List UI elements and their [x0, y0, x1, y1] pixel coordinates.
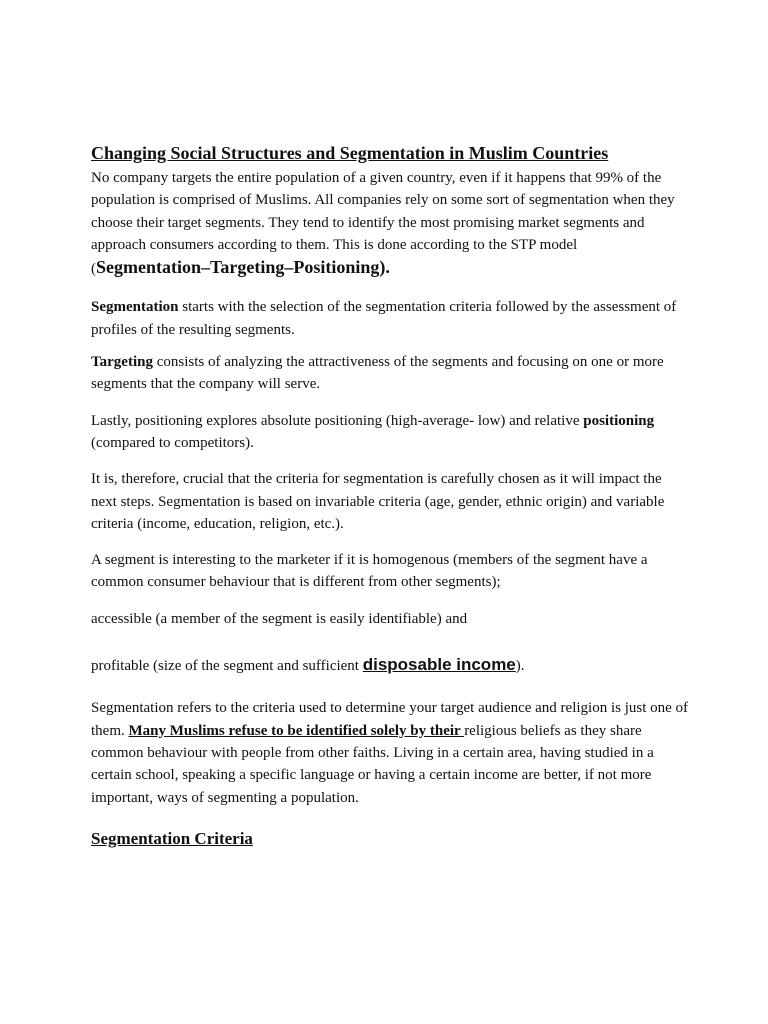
- stp-model-term: Segmentation–Targeting–Positioning).: [96, 257, 390, 278]
- muslims-emphasis: Many Muslims refuse to be identified solely by their: [128, 722, 465, 739]
- positioning-paragraph: [91, 410, 691, 455]
- document-title: Changing Social Structures and Segmentation in Muslim Countries: [91, 143, 609, 163]
- positioning-text-after: (compared to competitors).: [91, 434, 254, 451]
- homogenous-paragraph: A segment is interesting to the marketer if it is homogenous (members of the segment have a common consumer behaviour that is different from other segments);: [91, 552, 648, 591]
- profitable-paragraph: [91, 654, 691, 677]
- targeting-term: Targeting: [91, 354, 153, 371]
- segmentation-text: starts with the selection of the segmentation criteria followed by the assessment of profiles of the resulting segments.: [91, 299, 677, 338]
- document-body: [91, 141, 691, 851]
- profitable-text-after: ).: [515, 658, 525, 675]
- religion-text-after: religious beliefs as they share common behaviour with people from other faiths. Living in a certain area, having studied in a certain school, speaking a specific language or having a certain income are better, if not more important, ways of segmenting a population.: [91, 722, 654, 806]
- positioning-text-before: Lastly, positioning explores absolute positioning (high-average- low) and relative: [91, 412, 584, 429]
- targeting-paragraph: [91, 351, 691, 396]
- intro-text: No company targets the entire population of a given country, even if it happens that 99% of the population is comprised of Muslims. All companies rely on some sort of segmentation when they choose their target segments. They tend to identify the most promising market segments and approach consumers according to them. This is done according to the STP model (: [91, 170, 675, 278]
- positioning-term: positioning: [583, 412, 655, 429]
- disposable-income-link[interactable]: disposable income: [362, 655, 516, 675]
- section-heading-segmentation-criteria: Segmentation Criteria: [91, 828, 253, 848]
- intro-paragraph: [91, 167, 691, 280]
- religion-text-before: Segmentation refers to the criteria used to determine your target audience and religion is just one of them.: [91, 700, 689, 739]
- criteria-paragraph: It is, therefore, crucial that the criteria for segmentation is carefully chosen as it will impact the next steps. Segmentation is based on invariable criteria (age, gender, ethnic origin) and variable criteria (income, education, religion, etc.).: [91, 471, 665, 532]
- profitable-text-before: profitable (size of the segment and sufficient: [91, 658, 363, 675]
- segmentation-term: Segmentation: [91, 299, 179, 316]
- religion-paragraph: [91, 697, 691, 808]
- targeting-text: consists of analyzing the attractiveness of the segments and focusing on one or more segments that the company will serve.: [91, 354, 664, 393]
- segmentation-paragraph: [91, 296, 691, 341]
- accessible-paragraph: accessible (a member of the segment is easily identifiable) and: [91, 610, 468, 627]
